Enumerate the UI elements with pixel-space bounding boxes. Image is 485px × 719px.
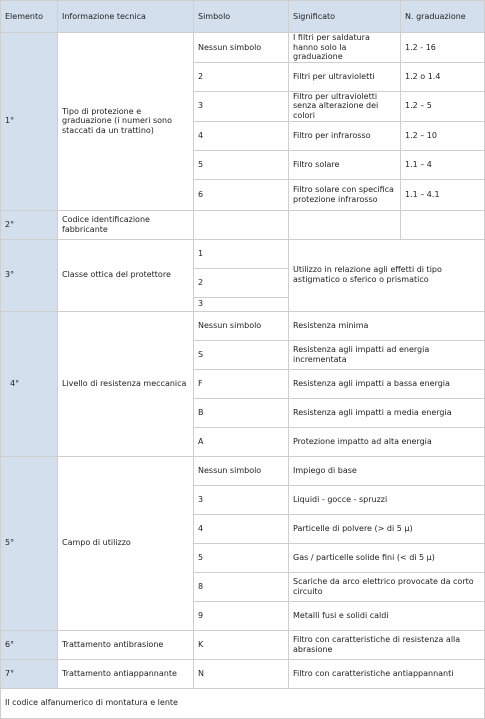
meaning-cell: Metalli fusi e solidi caldi (289, 601, 485, 630)
symbol-cell (194, 210, 289, 239)
symbol-cell: Nessun simbolo (194, 33, 289, 63)
footer-note: Il codice alfanumerico di montatura e lente (1, 688, 485, 718)
grade-cell: 1.2 - 16 (401, 33, 485, 63)
table-row (1, 456, 485, 485)
symbol-cell: F (194, 369, 289, 398)
info-cell: Trattamento antiappannante (58, 659, 194, 688)
grade-cell: 1.2 o 1.4 (401, 62, 485, 91)
meaning-cell: Filtro solare (289, 150, 401, 179)
info-cell: Trattamento antibrasione (58, 630, 194, 659)
meaning-cell: Filtro con caratteristiche antiappannanti (289, 659, 485, 688)
meaning-cell: Scariche da arco elettrico provocate da corto circuito (289, 572, 485, 601)
meaning-cell: Particelle di polvere (> di 5 µ) (289, 514, 485, 543)
symbol-cell: 2 (194, 268, 289, 297)
meaning-cell: Resistenza minima (289, 311, 485, 340)
meaning-cell: Impiego di base (289, 456, 485, 485)
info-cell: Campo di utilizzo (58, 456, 194, 630)
header-simbolo: Simbolo (194, 1, 289, 33)
symbol-cell: 5 (194, 543, 289, 572)
symbol-cell: 3 (194, 91, 289, 121)
meaning-cell: Gas / particelle solide fini (< di 5 µ) (289, 543, 485, 572)
symbol-cell: 8 (194, 572, 289, 601)
meaning-cell: Filtro con caratteristiche di resistenza alla abrasione (289, 630, 485, 659)
meaning-cell: I filtri per saldatura hanno solo la graduazione (289, 33, 401, 63)
symbol-cell: N (194, 659, 289, 688)
grade-cell: 1.2 – 5 (401, 91, 485, 121)
element-cell: 6° (1, 630, 58, 659)
meaning-cell: Protezione impatto ad alta energia (289, 427, 485, 456)
footer-row (1, 688, 485, 718)
table-row (1, 630, 485, 659)
meaning-cell: Filtri per ultravioletti (289, 62, 401, 91)
meaning-cell: Filtro solare con specifica protezione infrarosso (289, 179, 401, 210)
grade-cell: 1.2 – 10 (401, 121, 485, 150)
symbol-cell: K (194, 630, 289, 659)
meaning-cell: Utilizzo in relazione agli effetti di tipo astigmatico o sferico o prismatico (289, 239, 485, 311)
meaning-cell: Filtro per ultravioletti senza alterazione dei colori (289, 91, 401, 121)
grade-cell (401, 210, 485, 239)
element-cell: 3° (1, 239, 58, 311)
header-significato: Significato (289, 1, 401, 33)
symbol-cell: 3 (194, 297, 289, 311)
element-cell: 7° (1, 659, 58, 688)
table-row (1, 659, 485, 688)
symbol-cell: 6 (194, 179, 289, 210)
header-graduazione: N. graduazione (401, 1, 485, 33)
symbol-cell: 4 (194, 121, 289, 150)
meaning-cell: Liquidi - gocce - spruzzi (289, 485, 485, 514)
symbol-cell: 9 (194, 601, 289, 630)
element-cell: 5° (1, 456, 58, 630)
symbol-cell: Nessun simbolo (194, 311, 289, 340)
info-cell: Tipo di protezione e graduazione (i numeri sono staccati da un trattino) (58, 33, 194, 211)
table-row (1, 311, 485, 340)
element-cell: 4° (1, 311, 58, 456)
table-row (1, 33, 485, 63)
table-header-row (1, 1, 485, 33)
symbol-cell: S (194, 340, 289, 369)
symbol-cell: Nessun simbolo (194, 456, 289, 485)
header-informazione: Informazione tecnica (58, 1, 194, 33)
grade-cell: 1.1 – 4.1 (401, 179, 485, 210)
header-elemento: Elemento (1, 1, 58, 33)
symbol-cell: A (194, 427, 289, 456)
grade-cell: 1.1 – 4 (401, 150, 485, 179)
meaning-cell: Resistenza agli impatti a bassa energia (289, 369, 485, 398)
symbol-cell: 5 (194, 150, 289, 179)
symbol-cell: 1 (194, 239, 289, 268)
info-cell: Codice identificazione fabbricante (58, 210, 194, 239)
info-cell: Livello di resistenza meccanica (58, 311, 194, 456)
table-row (1, 239, 485, 268)
symbol-cell: B (194, 398, 289, 427)
symbol-cell: 4 (194, 514, 289, 543)
meaning-cell (289, 210, 401, 239)
symbol-cell: 2 (194, 62, 289, 91)
meaning-cell: Resistenza agli impatti a media energia (289, 398, 485, 427)
table-row (1, 210, 485, 239)
meaning-cell: Resistenza agli impatti ad energia incrementata (289, 340, 485, 369)
element-cell: 2° (1, 210, 58, 239)
info-cell: Classe ottica del protettore (58, 239, 194, 311)
element-cell: 1° (1, 33, 58, 211)
symbol-cell: 3 (194, 485, 289, 514)
meaning-cell: Filtro per infrarosso (289, 121, 401, 150)
